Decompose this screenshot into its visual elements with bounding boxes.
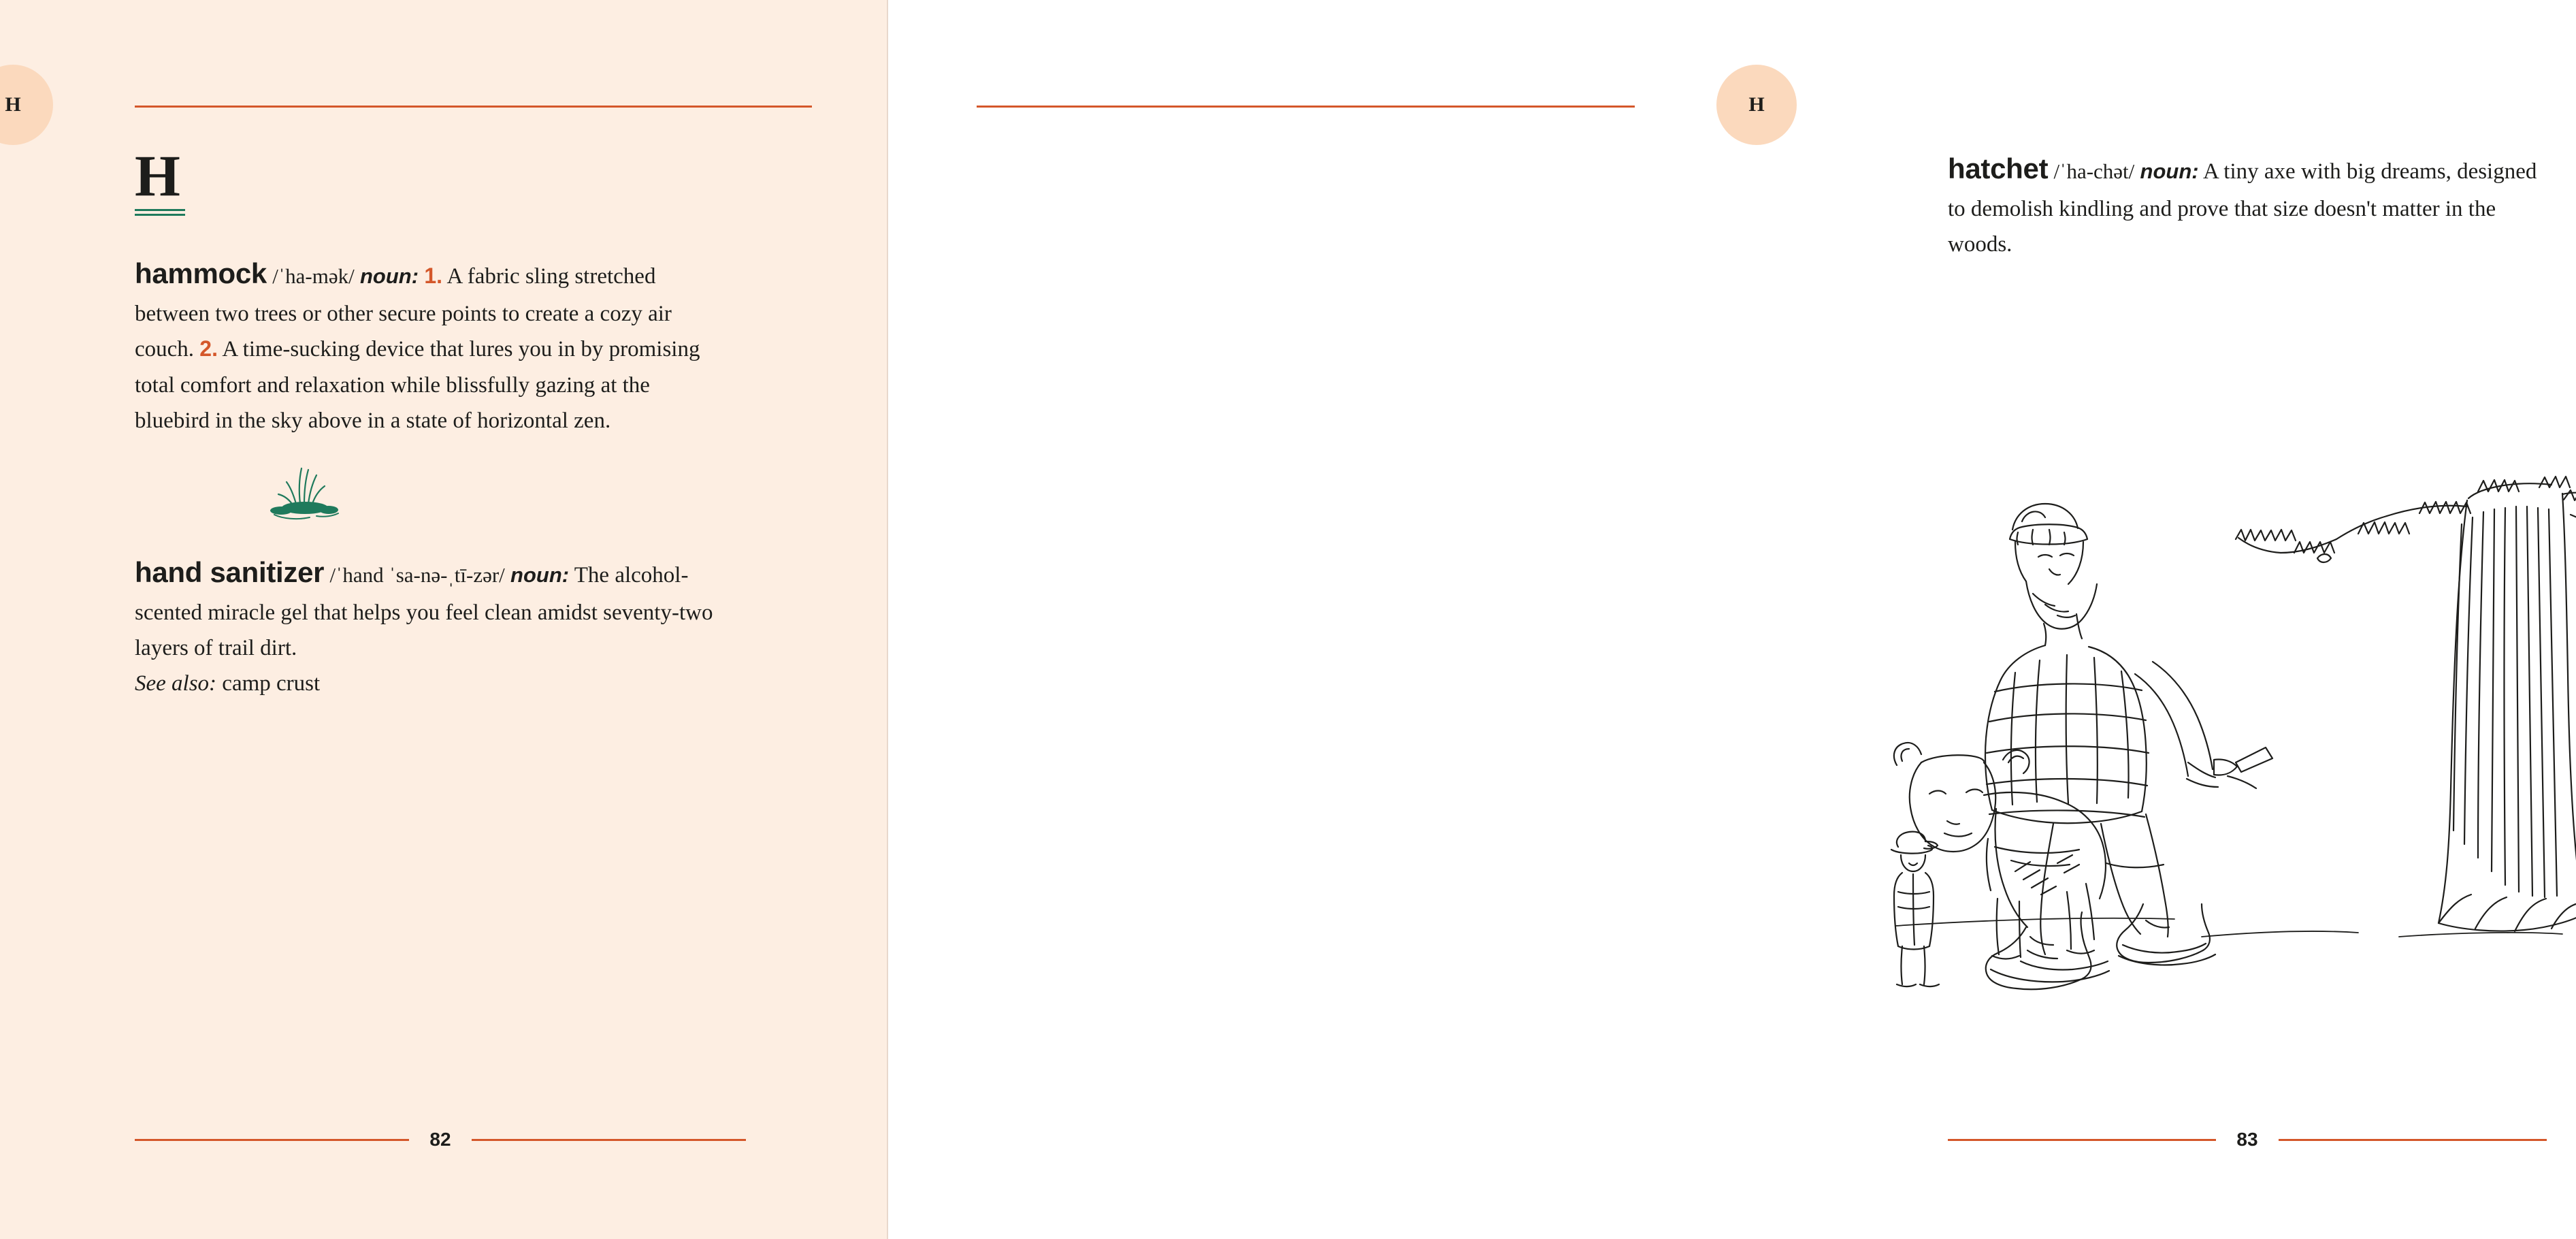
right-page-footer bbox=[1948, 1129, 2547, 1150]
footer-rule-right bbox=[2279, 1139, 2547, 1141]
entry-part-of-speech: noun: bbox=[360, 264, 419, 288]
entry-hatchet bbox=[1948, 146, 2547, 263]
left-page-content bbox=[135, 143, 727, 702]
thumb-tab-right bbox=[1716, 65, 1797, 145]
entry-part-of-speech: noun: bbox=[2140, 159, 2199, 183]
sense-number-2: 2. bbox=[199, 336, 218, 361]
see-also-value: camp crust bbox=[222, 671, 321, 696]
thumb-tab-right-letter: H bbox=[1748, 93, 1765, 116]
entry-pronunciation: /ˈhand ˈsa-nə-ˌtī-zər/ bbox=[329, 562, 505, 587]
page-number: 83 bbox=[2236, 1129, 2258, 1150]
right-header-rule bbox=[977, 106, 1635, 108]
entry-definition: The alcohol-scented miracle gel that helps you feel clean amidst seventy-two layers of trail dirt. bbox=[135, 562, 713, 661]
page-number: 82 bbox=[429, 1129, 451, 1150]
entry-headword: hand sanitizer bbox=[135, 556, 325, 588]
thumb-tab-left bbox=[0, 65, 53, 145]
left-header-rule bbox=[135, 106, 812, 108]
entry-hammock bbox=[135, 251, 727, 438]
entry-hand-sanitizer bbox=[135, 550, 727, 702]
entry-part-of-speech: noun: bbox=[510, 562, 570, 587]
footer-rule-right bbox=[472, 1139, 746, 1141]
entry-pronunciation: /ˈha-mək/ bbox=[272, 264, 355, 288]
entry-headword: hammock bbox=[135, 257, 267, 289]
section-letter-heading: H bbox=[135, 143, 181, 208]
lumberjack-ox-tree-illustration bbox=[1882, 354, 2576, 987]
see-also-label: See also: bbox=[135, 671, 217, 696]
entry-pronunciation: /ˈha-chət/ bbox=[2053, 159, 2135, 183]
entry-definition: A tiny axe with big dreams, designed to demolish kindling and prove that size doesn't matter in the woods. bbox=[1948, 159, 2537, 257]
entry-headword: hatchet bbox=[1948, 152, 2049, 184]
letter-underline-bottom bbox=[135, 214, 185, 216]
right-page bbox=[888, 0, 2537, 1239]
right-page-content bbox=[1948, 146, 2547, 263]
letter-underline-top bbox=[135, 209, 185, 211]
sense-text-2: A time-sucking device that lures you in by promising total comfort and relaxation while blissfully gazing at the bluebird in the sky above in a state of horizontal zen. bbox=[135, 337, 700, 433]
left-page-footer bbox=[135, 1129, 746, 1150]
footer-rule-left bbox=[1948, 1139, 2216, 1141]
footer-rule-left bbox=[135, 1139, 409, 1141]
thumb-tab-left-letter: H bbox=[5, 93, 21, 116]
sense-number-1: 1. bbox=[424, 263, 443, 288]
see-also-line bbox=[135, 666, 727, 701]
grass-tuft-ornament bbox=[135, 462, 475, 523]
left-page bbox=[0, 0, 888, 1239]
sense-text-1: A fabric sling stretched between two trees or other secure points to create a cozy air couch. bbox=[135, 264, 672, 362]
